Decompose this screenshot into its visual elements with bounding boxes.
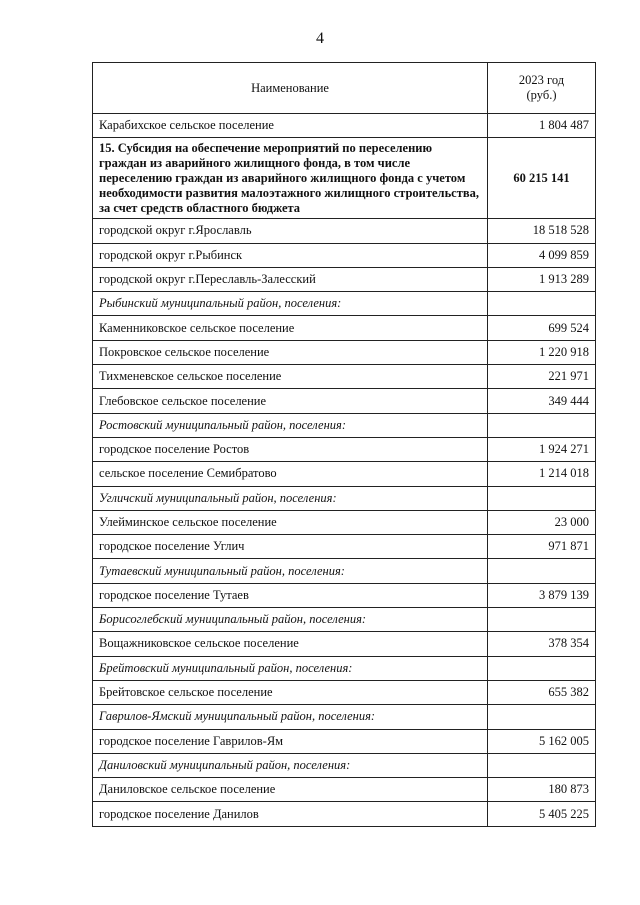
row-value: 5 162 005 <box>488 729 596 753</box>
table-row <box>93 267 596 291</box>
district-header-row <box>93 486 596 510</box>
row-name: Рыбинский муниципальный район, поселения: <box>93 292 488 316</box>
table-row <box>93 365 596 389</box>
row-value: 378 354 <box>488 632 596 656</box>
subsidy-table <box>92 62 596 827</box>
district-header-row <box>93 292 596 316</box>
district-header-row <box>93 705 596 729</box>
row-value <box>488 292 596 316</box>
table-row <box>93 535 596 559</box>
page-number: 4 <box>316 30 324 47</box>
table-row <box>93 778 596 802</box>
row-name: Угличский муниципальный район, поселения: <box>93 486 488 510</box>
row-value: 971 871 <box>488 535 596 559</box>
table-row <box>93 389 596 413</box>
table-header-row <box>93 63 596 114</box>
header-name: Наименование <box>93 63 488 114</box>
row-value <box>488 753 596 777</box>
row-name: Брейтовский муниципальный район, поселения: <box>93 656 488 680</box>
row-name: Каменниковское сельское поселение <box>93 316 488 340</box>
row-name: городское поселение Углич <box>93 535 488 559</box>
table-row <box>93 680 596 704</box>
row-name: городское поселение Данилов <box>93 802 488 826</box>
row-value <box>488 705 596 729</box>
header-year-label: 2023 год <box>518 73 565 87</box>
row-name: Улейминское сельское поселение <box>93 510 488 534</box>
row-name: Карабихское сельское поселение <box>93 114 488 138</box>
district-header-row <box>93 656 596 680</box>
row-value: 1 214 018 <box>488 462 596 486</box>
row-name: городской округ г.Переславль-Залесский <box>93 267 488 291</box>
table-row <box>93 462 596 486</box>
row-name: Брейтовское сельское поселение <box>93 680 488 704</box>
row-name: городское поселение Ростов <box>93 437 488 461</box>
row-name: Гаврилов-Ямский муниципальный район, поселения: <box>93 705 488 729</box>
table-row <box>93 729 596 753</box>
row-value <box>488 559 596 583</box>
table-row <box>93 243 596 267</box>
row-name: Борисоглебский муниципальный район, поселения: <box>93 608 488 632</box>
table-row <box>93 340 596 364</box>
header-unit: (руб.) <box>526 88 557 102</box>
row-value: 3 879 139 <box>488 583 596 607</box>
table-row <box>93 219 596 243</box>
row-name: Тутаевский муниципальный район, поселения: <box>93 559 488 583</box>
row-name: Даниловский муниципальный район, поселения: <box>93 753 488 777</box>
row-name: городской округ г.Рыбинск <box>93 243 488 267</box>
row-value: 655 382 <box>488 680 596 704</box>
table-body <box>93 114 596 827</box>
header-year <box>488 63 596 114</box>
row-value: 349 444 <box>488 389 596 413</box>
row-name: Вощажниковское сельское поселение <box>93 632 488 656</box>
table-row <box>93 437 596 461</box>
district-header-row <box>93 413 596 437</box>
row-value <box>488 608 596 632</box>
row-value: 5 405 225 <box>488 802 596 826</box>
row-value: 221 971 <box>488 365 596 389</box>
row-value: 1 220 918 <box>488 340 596 364</box>
row-name: Ростовский муниципальный район, поселения: <box>93 413 488 437</box>
row-value: 23 000 <box>488 510 596 534</box>
row-name: сельское поселение Семибратово <box>93 462 488 486</box>
row-value: 1 913 289 <box>488 267 596 291</box>
row-name: городской округ г.Ярославль <box>93 219 488 243</box>
subsidy-section-row <box>93 138 596 219</box>
row-name: Глебовское сельское поселение <box>93 389 488 413</box>
row-value: 180 873 <box>488 778 596 802</box>
row-name: Даниловское сельское поселение <box>93 778 488 802</box>
row-name: городское поселение Тутаев <box>93 583 488 607</box>
row-value: 60 215 141 <box>488 138 596 219</box>
row-value: 4 099 859 <box>488 243 596 267</box>
district-header-row <box>93 559 596 583</box>
row-name: городское поселение Гаврилов-Ям <box>93 729 488 753</box>
table-row <box>93 510 596 534</box>
row-value: 1 804 487 <box>488 114 596 138</box>
district-header-row <box>93 753 596 777</box>
row-name: Тихменевское сельское поселение <box>93 365 488 389</box>
row-value: 699 524 <box>488 316 596 340</box>
row-name: Покровское сельское поселение <box>93 340 488 364</box>
table-row <box>93 316 596 340</box>
row-value <box>488 413 596 437</box>
row-value <box>488 656 596 680</box>
row-value <box>488 486 596 510</box>
table-row <box>93 114 596 138</box>
district-header-row <box>93 608 596 632</box>
table-row <box>93 632 596 656</box>
table-row <box>93 802 596 826</box>
row-value: 1 924 271 <box>488 437 596 461</box>
row-value: 18 518 528 <box>488 219 596 243</box>
table-row <box>93 583 596 607</box>
row-name: 15. Субсидия на обеспечение мероприятий по переселению граждан из аварийного жилищного фонда, в том числе переселению граждан из аварийного жилищного фонда с учетом необходимости развития малоэтажного жилищного строительства, за счет средств областного бюджета <box>93 138 488 219</box>
